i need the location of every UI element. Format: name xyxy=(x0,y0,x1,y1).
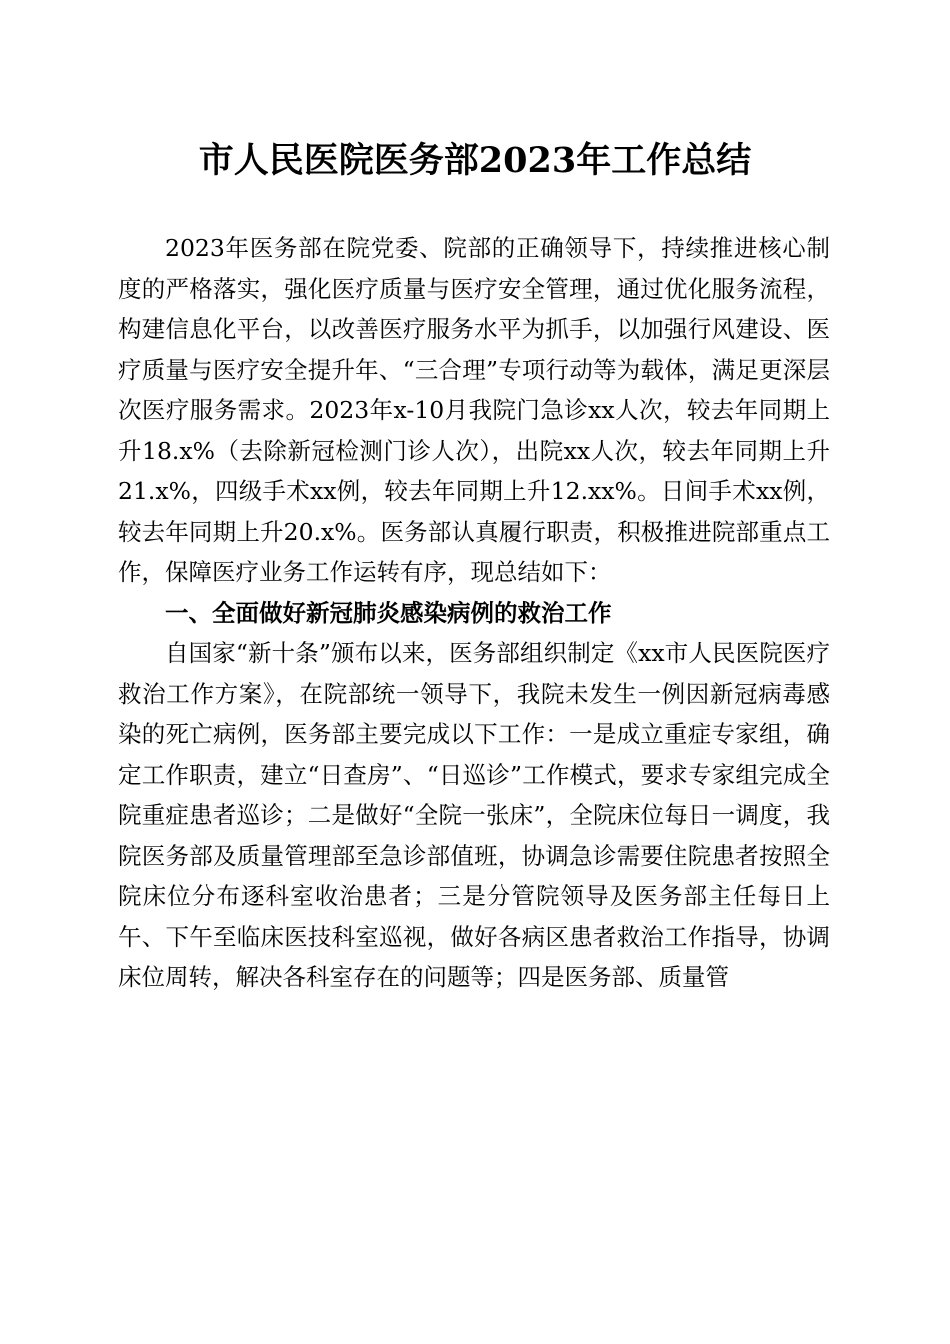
intro-paragraph: 2023年医务部在院党委、院部的正确领导下，持续推进核心制度的严格落实，强化医疗质量与医疗安全管理，通过优化服务流程，构建信息化平台，以改善医疗服务水平为抓手，以加强行风建设、医疗质量与医疗安全提升年、“三合理”专项行动等为载体，满足更深层次医疗服务需求。2023年x-10月我院门急诊xx人次，较去年同期上升18.x%（去除新冠检测门诊人次），出院xx人次，较去年同期上升21.x%，四级手术xx例，较去年同期上升12.xx%。日间手术xx例，较去年同期上升20.x%。医务部认真履行职责，积极推进院部重点工作，保障医疗业务工作运转有序，现总结如下： xyxy=(118,234,830,586)
document-body xyxy=(118,228,830,998)
section-paragraph-1: 自国家“新十条”颁布以来，医务部组织制定《xx市人民医院医疗救治工作方案》，在院部统一领导下，我院未发生一例因新冠病毒感染的死亡病例，医务部主要完成以下工作：一是成立重症专家组，确定工作职责，建立“日查房”、“日巡诊”工作模式，要求专家组完成全院重症患者巡诊；二是做好“全院一张床”，全院床位每日一调度，我院医务部及质量管理部至急诊部值班，协调急诊需要住院患者按照全院床位分布逐科室收治患者；三是分管院领导及医务部主任每日上午、下午至临床医技科室巡视，做好各病区患者救治工作指导，协调床位周转，解决各科室存在的问题等；四是医务部、质量管 xyxy=(118,639,830,991)
section-heading-1: 一、全面做好新冠肺炎感染病例的救治工作 xyxy=(165,598,612,627)
document-title: 市人民医院医务部2023年工作总结 xyxy=(198,140,752,181)
